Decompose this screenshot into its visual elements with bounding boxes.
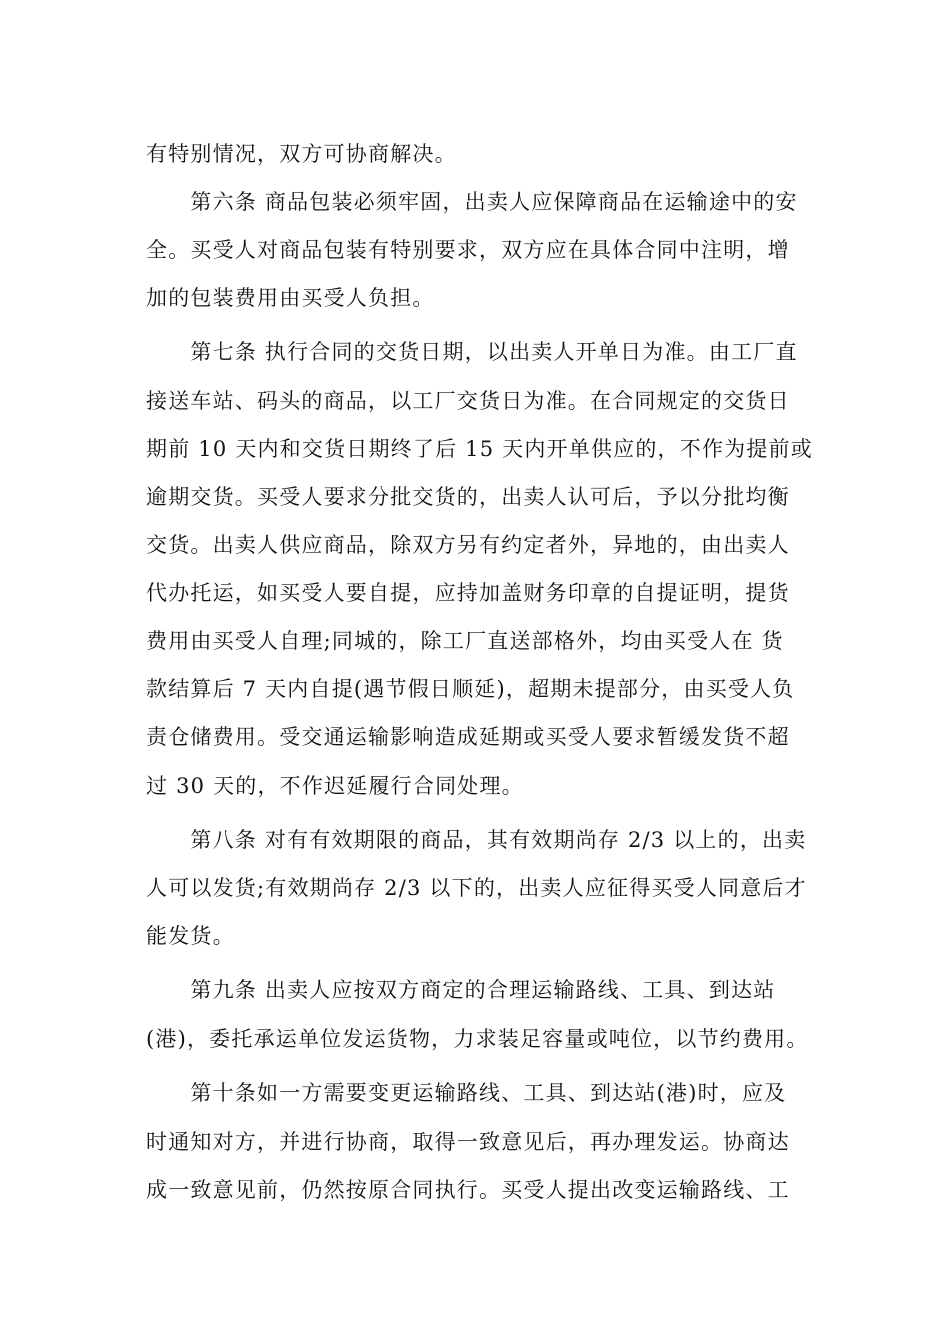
- text-line: 第九条 出卖人应按双方商定的合理运输路线、工具、到达站: [146, 978, 776, 1002]
- text-line: 第十条如一方需要变更运输路线、工具、到达站(港)时，应及: [146, 1081, 787, 1105]
- text-line: 期前 10 天内和交货日期终了后 15 天内开单供应的，不作为提前或: [146, 437, 813, 461]
- text-line: 加的包装费用由买受人负担。: [146, 286, 435, 310]
- text-line: 责仓储费用。受交通运输影响造成延期或买受人要求暂缓发货不超: [146, 725, 790, 749]
- text-line: (港)，委托承运单位发运货物，力求装足容量或吨位，以节约费用。: [146, 1027, 809, 1051]
- text-line: 全。买受人对商品包装有特别要求，双方应在具体合同中注明，增: [146, 238, 790, 262]
- text-line: 有特别情况，双方可协商解决。: [146, 142, 457, 166]
- text-line: 时通知对方，并进行协商，取得一致意见后，再办理发运。协商达: [146, 1130, 790, 1154]
- text-line: 第七条 执行合同的交货日期，以出卖人开单日为准。由工厂直: [146, 340, 798, 364]
- text-line: 过 30 天的，不作迟延履行合同处理。: [146, 774, 524, 798]
- text-line: 费用由买受人自理;同城的，除工厂直送部格外，均由买受人在 货: [146, 629, 784, 653]
- text-line: 交货。出卖人供应商品，除双方另有约定者外，异地的，由出卖人: [146, 533, 790, 557]
- text-line: 代办托运，如买受人要自提，应持加盖财务印章的自提证明，提货: [146, 581, 790, 605]
- text-line: 人可以发货;有效期尚存 2/3 以下的，出卖人应征得买受人同意后才: [146, 876, 807, 900]
- text-line: 第八条 对有有效期限的商品，其有效期尚存 2/3 以上的，出卖: [146, 828, 807, 852]
- text-line: 接送车站、码头的商品，以工厂交货日为准。在合同规定的交货日: [146, 389, 790, 413]
- text-line: 逾期交货。买受人要求分批交货的，出卖人认可后，予以分批均衡: [146, 485, 790, 509]
- text-line: 第六条 商品包装必须牢固，出卖人应保障商品在运输途中的安: [146, 190, 798, 214]
- text-line: 款结算后 7 天内自提(遇节假日顺延)，超期未提部分，由买受人负: [146, 677, 795, 701]
- text-line: 能发货。: [146, 924, 235, 948]
- text-line: 成一致意见前，仍然按原合同执行。买受人提出改变运输路线、工: [146, 1178, 790, 1202]
